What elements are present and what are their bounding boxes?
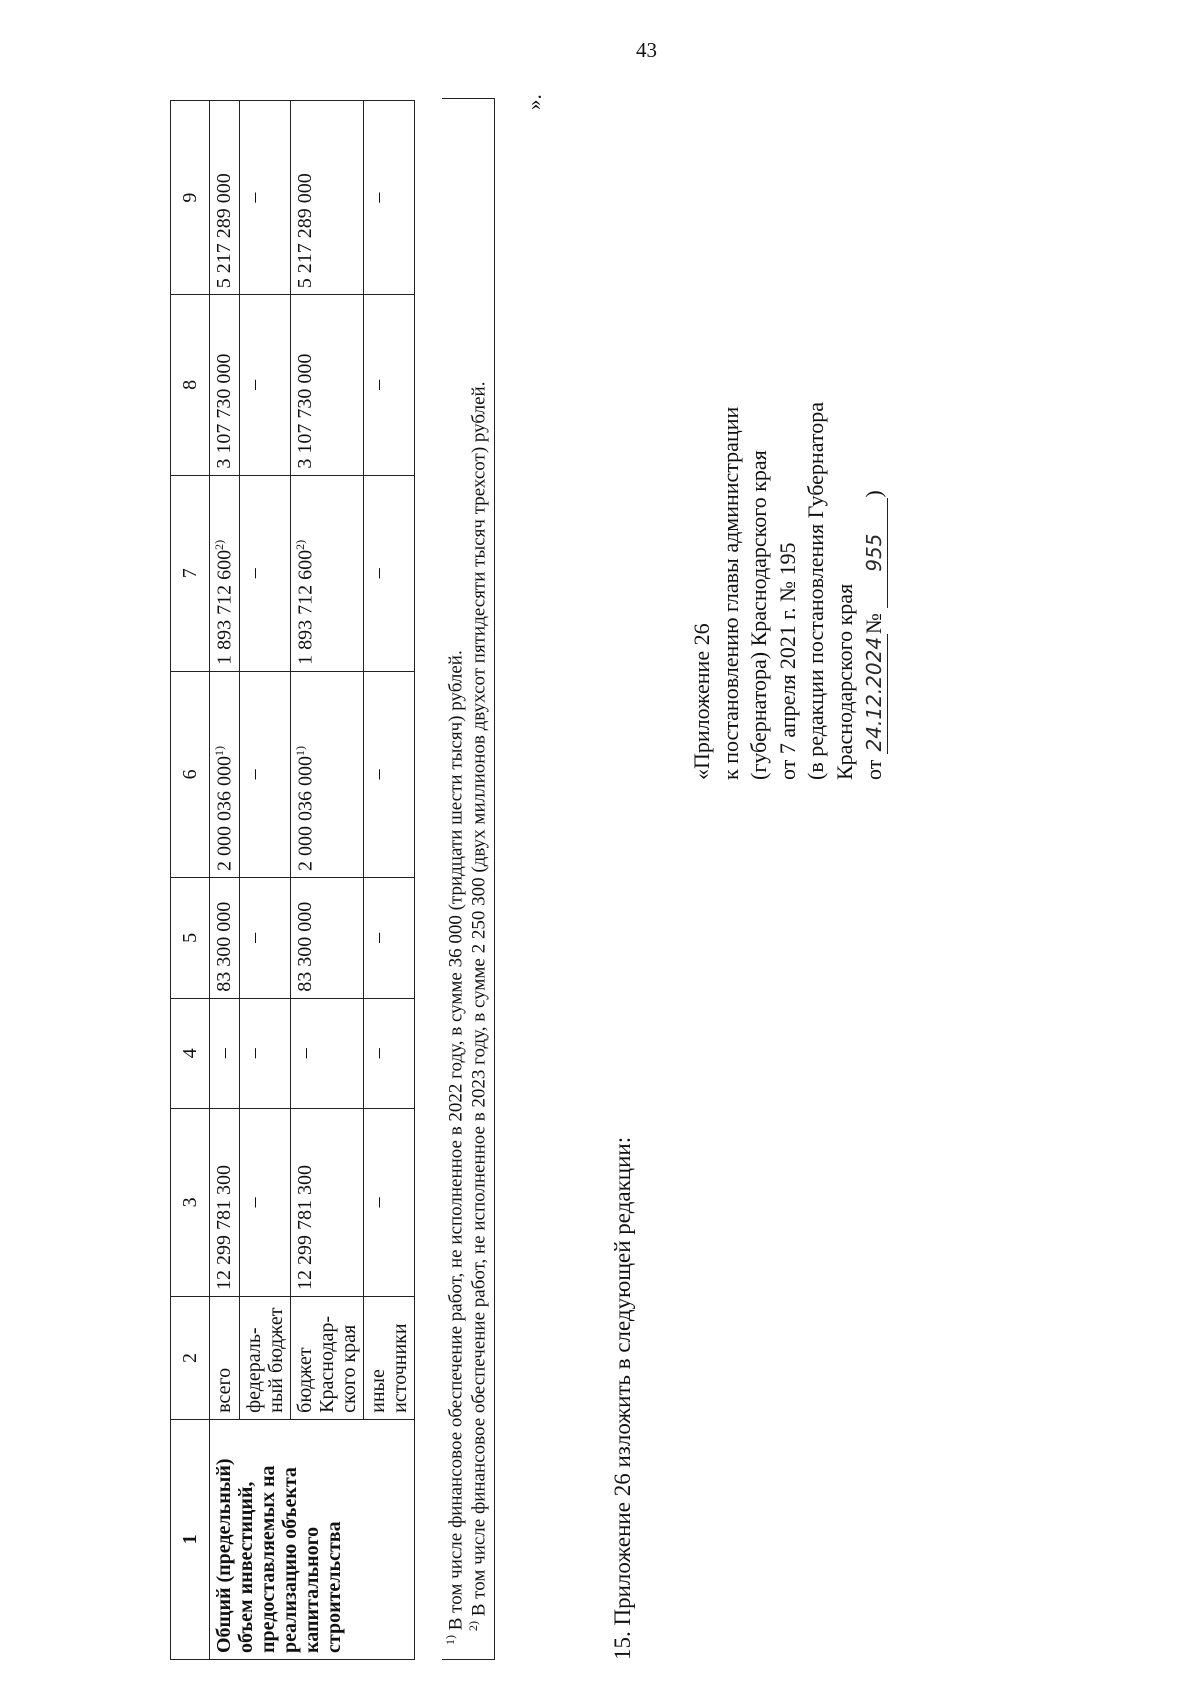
footnote-text: В том числе финансовое обеспечение работ, не исполненное в 2022 году, в сумме 36 000 (тридцати шести тысяч) рублей.	[445, 650, 467, 1631]
value-cell: 3 107 730 000	[290, 295, 363, 475]
value-cell: 12 299 781 300	[210, 1108, 240, 1296]
header-col-1: 1	[171, 1419, 210, 1659]
value-cell: 5 217 289 000	[210, 101, 240, 295]
header-col-3: 3	[171, 1108, 210, 1296]
value-cell: –	[239, 671, 290, 877]
closing-quote: ».	[522, 94, 546, 110]
value-text: 2 000 036 000	[213, 755, 236, 871]
footnote-1	[444, 105, 467, 1653]
header-col-4: 4	[171, 998, 210, 1108]
value-cell: –	[363, 101, 414, 295]
appendix-line: (в редакции постановления Губернатора	[803, 402, 829, 780]
row-label: Общий (предельный) объем инвестиций, предоставляемых на реализацию объекта капитального строительства	[210, 1419, 415, 1659]
close-paren: )	[860, 490, 886, 498]
value-cell	[290, 671, 363, 877]
financing-table	[170, 100, 415, 1660]
source-cell: бюджет Краснодар-ского края	[290, 1297, 363, 1420]
value-cell: –	[363, 475, 414, 671]
appendix-line: (губернатора) Краснодарского края	[746, 450, 772, 780]
value-cell: –	[363, 998, 414, 1108]
value-cell	[290, 475, 363, 671]
value-cell: 12 299 781 300	[290, 1108, 363, 1296]
value-cell: 3 107 730 000	[210, 295, 240, 475]
footnote-marker: 1)	[443, 1635, 457, 1645]
footnote-marker: 2)	[466, 1621, 481, 1631]
appendix-line: Краснодарского края	[831, 583, 857, 780]
header-col-9: 9	[171, 101, 210, 295]
header-col-8: 8	[171, 295, 210, 475]
number-label: №	[860, 613, 886, 635]
appendix-line: «Приложение 26	[689, 623, 714, 780]
value-cell: –	[239, 998, 290, 1108]
source-cell: всего	[210, 1297, 240, 1420]
value-cell: –	[239, 1108, 290, 1296]
value-cell	[210, 475, 240, 671]
instruction-text: 15. Приложение 26 изложить в следующей редакции:	[610, 1136, 635, 1660]
appendix-date-line	[860, 120, 889, 780]
value-cell: –	[290, 998, 363, 1108]
footnote-ref: 2)	[292, 539, 307, 550]
value-cell: –	[363, 295, 414, 475]
handwritten-date: 24.12.2024	[861, 634, 888, 754]
value-cell: –	[239, 475, 290, 671]
footnote-ref: 1)	[212, 745, 226, 756]
rotated-content	[170, 94, 990, 1660]
date-prefix: от	[860, 759, 886, 780]
value-text: 2 000 036 000	[294, 755, 317, 871]
header-col-5: 5	[171, 877, 210, 998]
source-cell: федераль-ный бюджет	[239, 1297, 290, 1420]
value-cell: 83 300 000	[290, 877, 363, 998]
value-text: 1 893 712 600	[213, 549, 236, 665]
value-cell: –	[363, 877, 414, 998]
value-cell: –	[239, 101, 290, 295]
value-cell: –	[210, 998, 240, 1108]
value-cell: 83 300 000	[210, 877, 240, 998]
header-col-2: 2	[171, 1297, 210, 1420]
value-cell: –	[363, 671, 414, 877]
table-footnotes	[442, 98, 495, 1660]
value-cell: 5 217 289 000	[290, 101, 363, 295]
page-number: 43	[636, 38, 657, 62]
footnote-ref: 1)	[292, 745, 307, 756]
value-cell: –	[239, 295, 290, 475]
appendix-heading	[688, 120, 888, 780]
footnote-text: В том числе финансовое обеспечение работ, не исполненное в 2023 году, в сумме 2 250 300 (двух миллионов двухсот пятидесяти тысяч трехсот) рублей.	[468, 381, 490, 1617]
value-cell	[210, 671, 240, 877]
header-col-7: 7	[171, 475, 210, 671]
footnote-ref: 2)	[212, 539, 226, 550]
header-col-6: 6	[171, 671, 210, 877]
handwritten-number: 955	[861, 498, 888, 608]
appendix-line: к постановлению главы администрации	[717, 406, 743, 780]
source-cell: иные источники	[363, 1297, 414, 1420]
value-cell: –	[363, 1108, 414, 1296]
value-cell: –	[239, 877, 290, 998]
footnote-2	[467, 105, 490, 1653]
table-header-row	[171, 101, 210, 1660]
value-text: 1 893 712 600	[294, 549, 317, 665]
appendix-line: от 7 апреля 2021 г. № 195	[774, 542, 800, 780]
table-row	[210, 101, 240, 1660]
